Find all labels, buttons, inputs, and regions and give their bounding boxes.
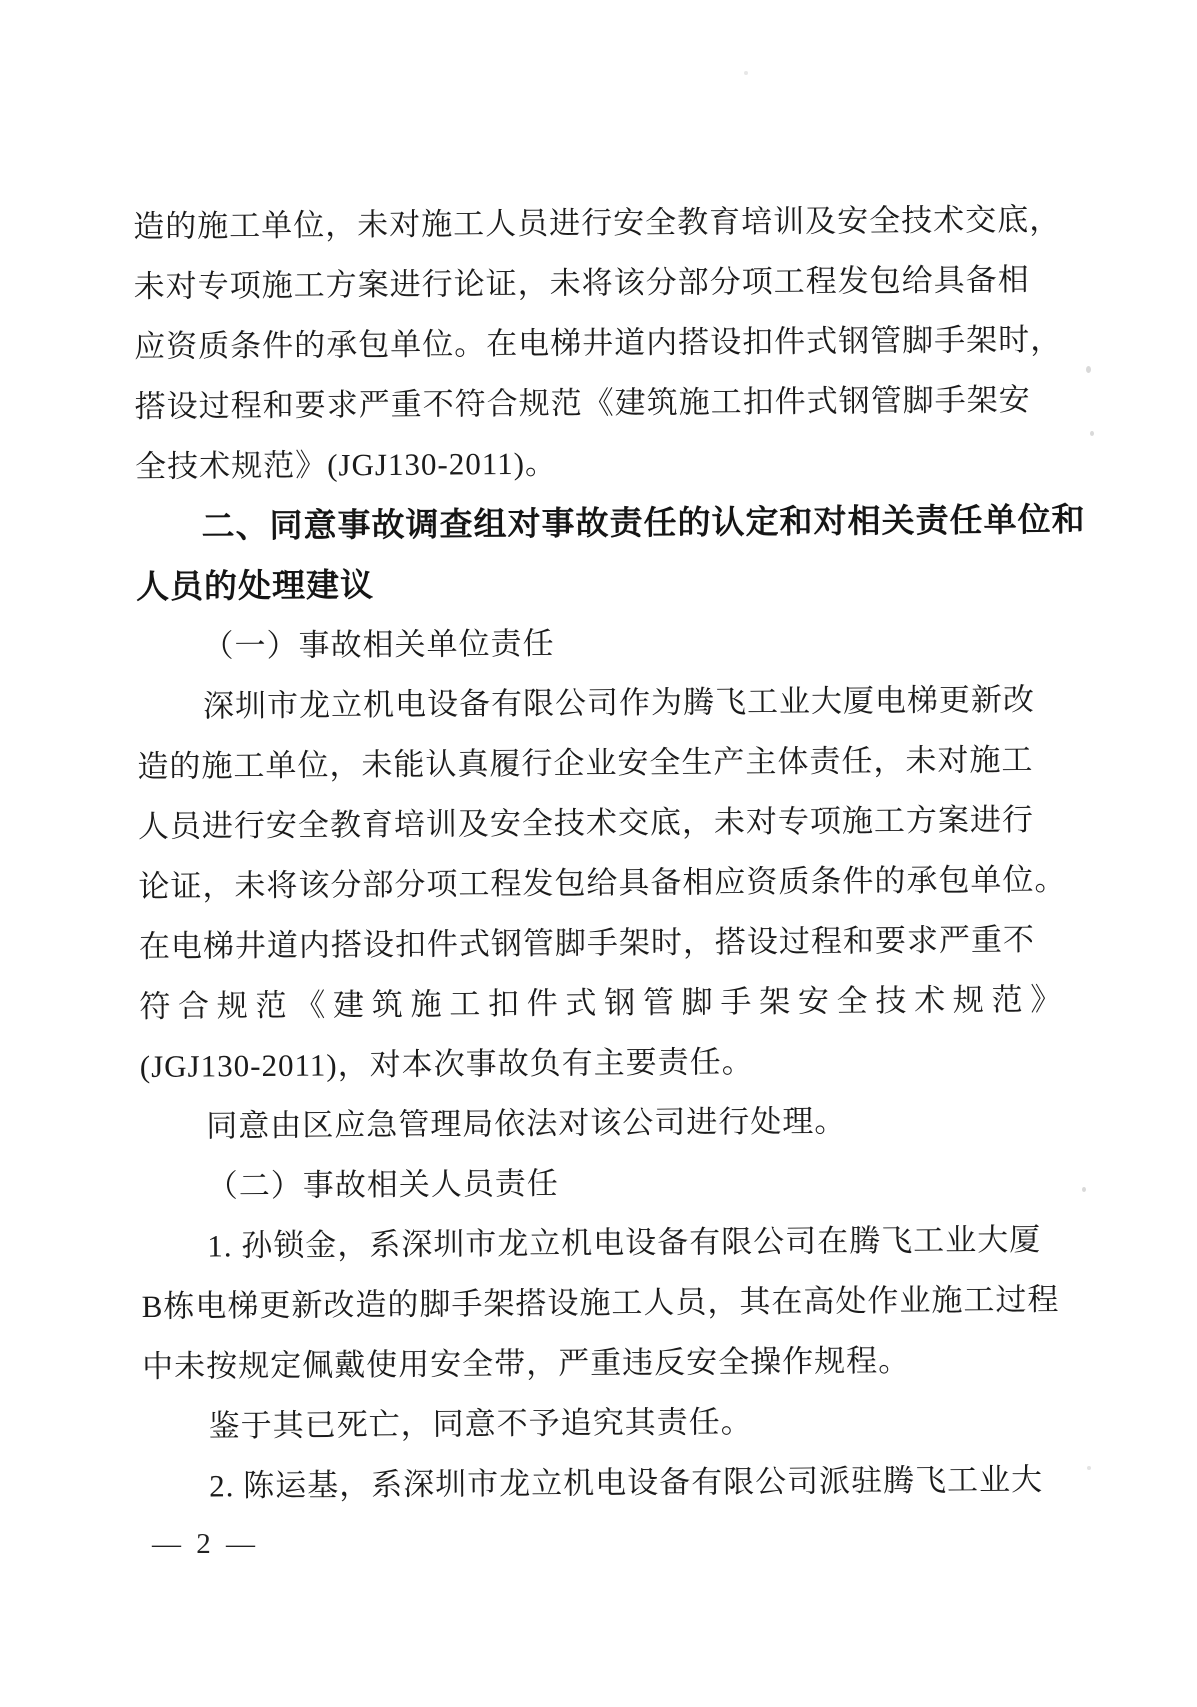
doc-line: 全技术规范》(JGJ130-2011)。	[134, 445, 558, 484]
list-item: 1. 孙锁金，系深圳市龙立机电设备有限公司在腾飞工业大厦	[207, 1221, 1042, 1264]
scan-artifact	[1087, 1466, 1091, 1470]
scan-artifact	[1086, 366, 1091, 373]
doc-line: 鉴于其已死亡，同意不予追究其责任。	[208, 1404, 753, 1444]
doc-line: 深圳市龙立机电设备有限公司作为腾飞工业大厦电梯更新改	[202, 681, 1036, 724]
doc-line: B栋电梯更新改造的脚手架搭设施工人员，其在高处作业施工过程	[141, 1281, 1060, 1324]
list-item: 2. 陈运基，系深圳市龙立机电设备有限公司派驻腾飞工业大	[208, 1461, 1044, 1504]
doc-line: 中未按规定佩戴使用安全带，严重违反安全操作规程。	[142, 1342, 911, 1384]
doc-line: 造的施工单位，未对施工人员进行安全教育培训及安全技术交底，	[133, 201, 1062, 244]
scan-artifact	[744, 71, 748, 75]
page-number: — 2 —	[152, 1528, 259, 1560]
scan-artifact	[1082, 1187, 1086, 1192]
doc-line: 在电梯井道内搭设扣件式钢管脚手架时，搭设过程和要求严重不	[138, 921, 1035, 964]
doc-line: 搭设过程和要求严重不符合规范《建筑施工扣件式钢管脚手架安	[134, 381, 1031, 424]
doc-line: 同意由区应急管理局依法对该公司进行处理。	[206, 1103, 847, 1144]
doc-line: (JGJ130-2011)，对本次事故负有主要责任。	[139, 1044, 754, 1084]
document-body	[133, 190, 1086, 1517]
doc-line: 应资质条件的承包单位。在电梯井道内搭设扣件式钢管脚手架时，	[134, 321, 1063, 364]
doc-line: 人员进行安全教育培训及安全技术交底，未对专项施工方案进行	[137, 801, 1035, 844]
subsection-heading: （一）事故相关单位责任	[202, 625, 555, 664]
doc-line: 论证，未将该分部分项工程发包给具备相应资质条件的承包单位。	[138, 861, 1067, 904]
doc-line: 造的施工单位，未能认真履行企业安全生产主体责任，未对施工	[137, 741, 1034, 784]
doc-line: 未对专项施工方案进行论证，未将该分部分项工程发包给具备相	[133, 261, 1030, 304]
doc-line: 符合规范《建筑施工扣件式钢管脚手架安全技术规范》	[139, 981, 1062, 1024]
section-heading: 人员的处理建议	[135, 566, 375, 605]
scan-artifact	[1090, 431, 1094, 436]
subsection-heading: （二）事故相关人员责任	[206, 1165, 559, 1204]
section-heading: 二、同意事故调查组对事故责任的认定和对相关责任单位和	[201, 500, 1086, 545]
